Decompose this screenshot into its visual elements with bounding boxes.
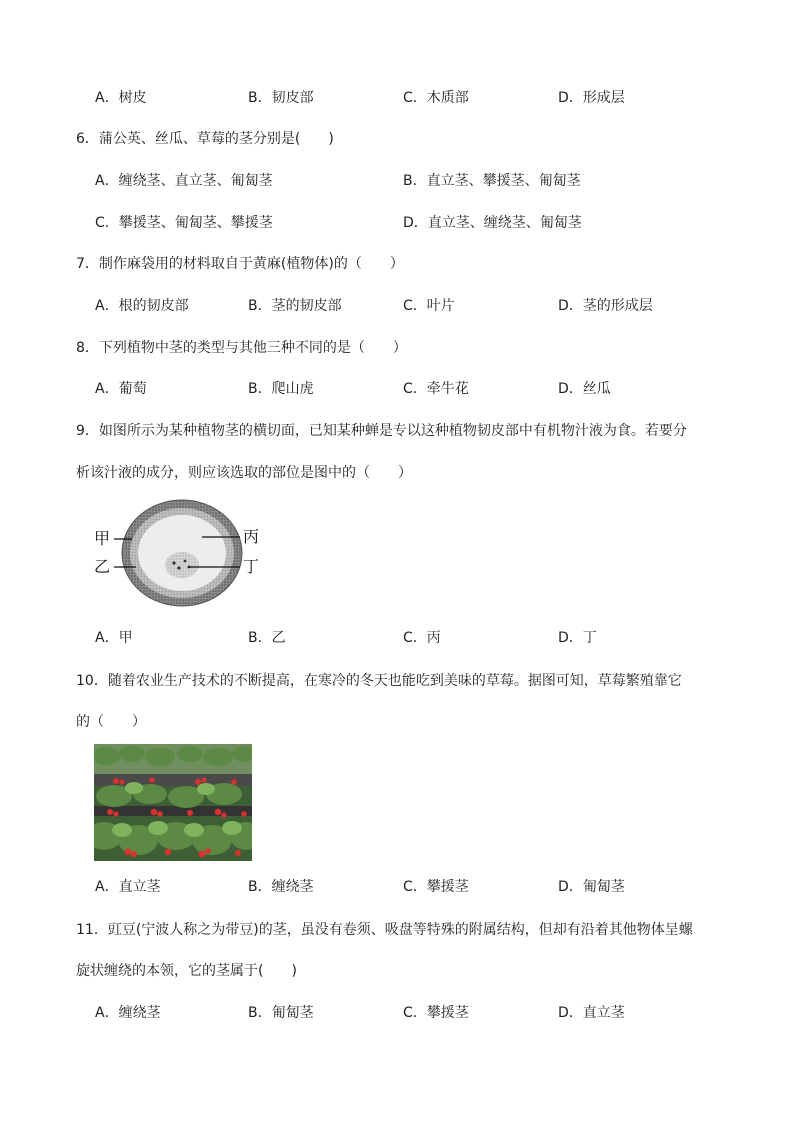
q5-option-a: A．树皮 xyxy=(95,90,147,106)
q9-stem-line1: 9．如图所示为某种植物茎的横切面，已知某种蝉是专以这种植物韧皮部中有机物汁液为食。若要分 xyxy=(76,423,687,439)
q8-option-d: D．丝瓜 xyxy=(558,381,611,397)
q5-option-d: D．形成层 xyxy=(558,90,625,106)
figure-label-bing: 丙 xyxy=(243,527,260,546)
q7-option-a: A．根的韧皮部 xyxy=(95,298,189,314)
q7-option-d: D．茎的形成层 xyxy=(558,298,653,314)
q9-option-a: A．甲 xyxy=(95,630,133,646)
q8-stem: 8．下列植物中茎的类型与其他三种不同的是（ ） xyxy=(76,340,407,356)
q11-option-a: A．缠绕茎 xyxy=(95,1005,161,1021)
q9-option-b: B．乙 xyxy=(248,630,286,646)
figure-label-ding: 丁 xyxy=(243,557,260,576)
q5-option-c: C．木质部 xyxy=(403,90,469,106)
q10-option-d: D．匍匐茎 xyxy=(558,879,625,895)
q7-stem: 7．制作麻袋用的材料取自于黄麻(植物体)的（ ） xyxy=(76,256,404,272)
q6-option-c: C．攀援茎、匍匐茎、攀援茎 xyxy=(95,215,273,231)
q9-stem-line2: 析该汁液的成分，则应该选取的部位是图中的（ ） xyxy=(76,465,412,481)
q6-option-b: B．直立茎、攀援茎、匍匐茎 xyxy=(403,173,581,189)
q11-stem-line2: 旋状缠绕的本领，它的茎属于( ) xyxy=(76,963,297,979)
q9-option-c: C．丙 xyxy=(403,630,441,646)
q8-option-a: A．葡萄 xyxy=(95,381,147,397)
q6-option-a: A．缠绕茎、直立茎、匍匐茎 xyxy=(95,173,273,189)
q11-option-d: D．直立茎 xyxy=(558,1005,625,1021)
q6-option-d: D．直立茎、缠绕茎、匍匐茎 xyxy=(403,215,582,231)
q10-stem-line2: 的（ ） xyxy=(76,714,146,730)
figure-label-jia: 甲 xyxy=(94,529,111,548)
q8-option-c: C．牵牛花 xyxy=(403,381,469,397)
stem-cross-section-drawing xyxy=(92,497,267,609)
q10-stem-line1: 10．随着农业生产技术的不断提高，在寒冷的冬天也能吃到美味的草莓。据图可知，草莓繁殖靠它 xyxy=(76,673,682,689)
q7-option-b: B．茎的韧皮部 xyxy=(248,298,342,314)
strawberry-field-drawing xyxy=(94,744,252,861)
figure-label-yi: 乙 xyxy=(94,557,111,576)
q7-option-c: C．叶片 xyxy=(403,298,455,314)
q11-stem-line1: 11．豇豆(宁波人称之为带豆)的茎，虽没有卷须、吸盘等特殊的附属结构，但却有沿着其他物体呈螺 xyxy=(76,922,693,938)
stem-cross-section-figure xyxy=(92,497,267,609)
q11-option-c: C．攀援茎 xyxy=(403,1005,469,1021)
q8-option-b: B．爬山虎 xyxy=(248,381,314,397)
q10-option-a: A．直立茎 xyxy=(95,879,161,895)
q10-option-c: C．攀援茎 xyxy=(403,879,469,895)
q5-option-b: B．韧皮部 xyxy=(248,90,314,106)
q9-option-d: D．丁 xyxy=(558,630,597,646)
q10-option-b: B．缠绕茎 xyxy=(248,879,314,895)
strawberry-field-photo xyxy=(94,744,252,861)
q11-option-b: B．匍匐茎 xyxy=(248,1005,314,1021)
q6-stem: 6．蒲公英、丝瓜、草莓的茎分别是( ) xyxy=(76,131,334,147)
